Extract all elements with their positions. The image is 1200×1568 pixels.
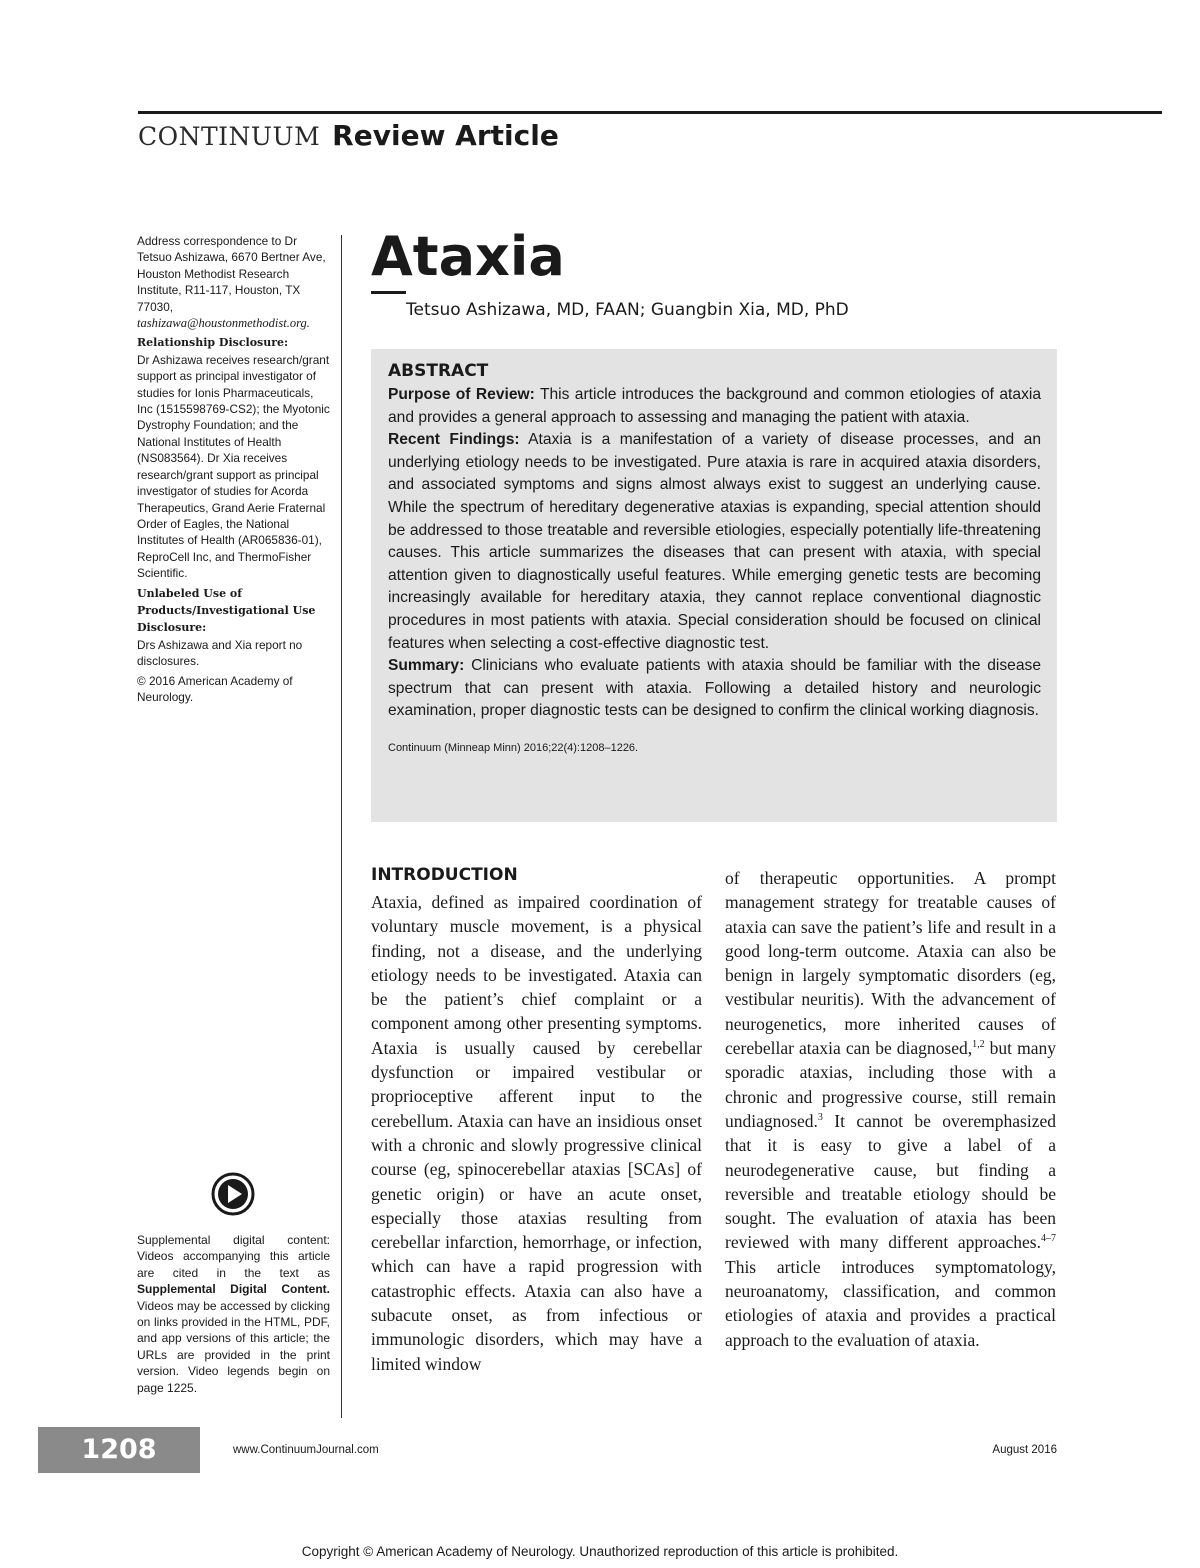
relationship-label: Relationship Disclosure: <box>137 336 289 350</box>
reference-1-2[interactable]: 1,2 <box>972 1039 985 1051</box>
unlabeled-label: Unlabeled Use of Products/Investigational Use Disclosure: <box>137 586 316 635</box>
purpose-label: Purpose of Review: <box>388 386 535 403</box>
body-column-1 <box>371 862 702 1376</box>
sidebar-copyright: © 2016 American Academy of Neurology. <box>137 673 293 704</box>
introduction-text-2 <box>725 866 1056 1352</box>
play-circle-icon[interactable] <box>210 1171 256 1217</box>
column-divider <box>341 235 342 1418</box>
relationship-text: Dr Ashizawa receives research/grant support as principal investigator of studies for Ionis Pharmaceuticals, Inc (1515598769-CS2); the Myotonic Dystrophy Foundation; and the National Institutes of Health (NS083564). Dr Xia receives research/grant support as principal investigator of studies for Acorda Therapeutics, Grand Aerie Fraternal Order of Eagles, the National Institutes of Health (AR065836-01), ReproCell Inc, and ThermoFisher Scientific. <box>137 352 330 581</box>
article-type: Review Article <box>332 119 559 152</box>
summary-label: Summary: <box>388 657 465 675</box>
unlabeled-text: Drs Ashizawa and Xia report no disclosures. <box>137 637 303 669</box>
reference-4-7[interactable]: 4–7 <box>1041 1233 1056 1245</box>
sidebar-notes <box>137 233 331 708</box>
journal-url[interactable]: www.ContinuumJournal.com <box>233 1444 379 1456</box>
supplemental-bold: Supplemental Digital Content. <box>137 1282 330 1297</box>
reference-3[interactable]: 3 <box>817 1112 823 1124</box>
supplemental-note <box>137 1232 330 1396</box>
abstract-heading: ABSTRACT <box>388 361 489 381</box>
abstract-summary <box>388 655 1041 723</box>
intro-text-part-3: It cannot be overemphasized that it is easy to give a label of a neurodegenerative cause, but finding a reversible and treatable etiology should be sought. The evaluation of ataxia has been reviewed with many different approaches. <box>725 1110 1056 1253</box>
article-title: Ataxia <box>371 225 565 288</box>
page-number: 1208 <box>81 1434 157 1465</box>
intro-text-part-4: This article introduces symptomatology, neuroanatomy, classification, and common etiologies of ataxia and provides a practical approach to the evaluation of ataxia. <box>725 1256 1056 1350</box>
article-authors: Tetsuo Ashizawa, MD, FAAN; Guangbin Xia, MD, PhD <box>406 300 849 320</box>
body-column-2 <box>725 866 1056 1352</box>
abstract-findings <box>388 429 1041 655</box>
supplemental-text-1: Supplemental digital content: Videos accompanying this article are cited in the text as <box>137 1233 330 1280</box>
introduction-text-1: Ataxia, defined as impaired coordination of voluntary muscle movement, is a physical finding, not a disease, and the underlying etiology needs to be investigated. Ataxia can be the patient’s chief complaint or a component among other presenting symptoms. Ataxia is usually caused by cerebellar dysfunction or impaired vestibular or proprioceptive afferent input to the cerebellum. Ataxia can have an insidious onset with a chronic and slowly progressive clinical course (eg, spinocerebellar ataxias [SCAs] of genetic origin) or have an acute onset, especially those ataxias resulting from cerebellar infarction, hemorrhage, or infection, which can have a rapid progression with catastrophic effects. Ataxia can also have a subacute onset, as from infectious or immunologic disorders, which may have a limited window <box>371 892 702 1374</box>
title-rule <box>371 291 406 294</box>
findings-label: Recent Findings: <box>388 431 520 449</box>
abstract-box <box>371 349 1057 822</box>
issue-date: August 2016 <box>992 1444 1057 1456</box>
intro-text-part-2: but many sporadic ataxias, including those with a chronic and progressive course, still remain undiagnosed. <box>725 1038 1056 1131</box>
abstract-citation: Continuum (Minneap Minn) 2016;22(4):1208–1226. <box>388 741 639 754</box>
correspondence-text: Address correspondence to Dr Tetsuo Ashizawa, 6670 Bertner Ave, Houston Methodist Research Institute, R11-117, Houston, TX 77030, <box>137 234 326 314</box>
introduction-heading: INTRODUCTION <box>371 865 518 885</box>
correspondence-email[interactable]: tashizawa@houstonmethodist.org. <box>137 316 310 331</box>
continuum-logo: CONTINUUM <box>138 122 321 151</box>
intro-text-part-1: of therapeutic opportunities. A prompt management strategy for treatable causes of ataxia can save the patient’s life and result in a good long-term outcome. Ataxia can also be benign in largely symptomatic disorders (eg, vestibular neuritis). With the advancement of neurogenetics, more inherited causes of cerebellar ataxia can be diagnosed, <box>725 868 1056 1059</box>
header-rule <box>138 111 1162 114</box>
findings-text: Ataxia is a manifestation of a variety of disease processes, and an underlying etiology needs to be investigated. Pure ataxia is rare in acquired ataxia disorders, and associated symptoms and signs almost always exist to suggest an underlying cause. While the spectrum of hereditary degenerative ataxias is expanding, special attention should be addressed to those treatable and reversible etiologies, especially potentially life-threatening causes. This article summarizes the diseases that can present with ataxia, with special attention given to diagnostically useful features. While emerging genetic tests are becoming increasingly available for hereditary ataxia, they cannot replace conventional diagnostic procedures in most patients with ataxia. Special consideration should be focused on clinical features when selecting a cost-effective diagnostic test. <box>388 431 1041 652</box>
supplemental-text-2: Videos may be accessed by clicking on links provided in the HTML, PDF, and app versions of this article; the URLs are provided in the print version. Video legends begin on page 1225. <box>137 1298 330 1395</box>
summary-text: Clinicians who evaluate patients with ataxia should be familiar with the disease spectrum that can present with ataxia. Following a detailed history and neurologic examination, proper diagnostic tests can be designed to confirm the clinical working diagnosis. <box>388 657 1041 720</box>
journal-header <box>138 119 559 152</box>
correspondence-note <box>137 233 331 331</box>
purpose-text: This article introduces the background and common etiologies of ataxia and provides a general approach to assessing and managing the patient with ataxia. <box>388 386 1041 426</box>
abstract-purpose <box>388 384 1041 429</box>
relationship-disclosure <box>137 334 331 581</box>
copyright-notice: Copyright © American Academy of Neurology. Unauthorized reproduction of this article is prohibited. <box>301 1544 899 1559</box>
unlabeled-use-disclosure <box>137 585 331 670</box>
